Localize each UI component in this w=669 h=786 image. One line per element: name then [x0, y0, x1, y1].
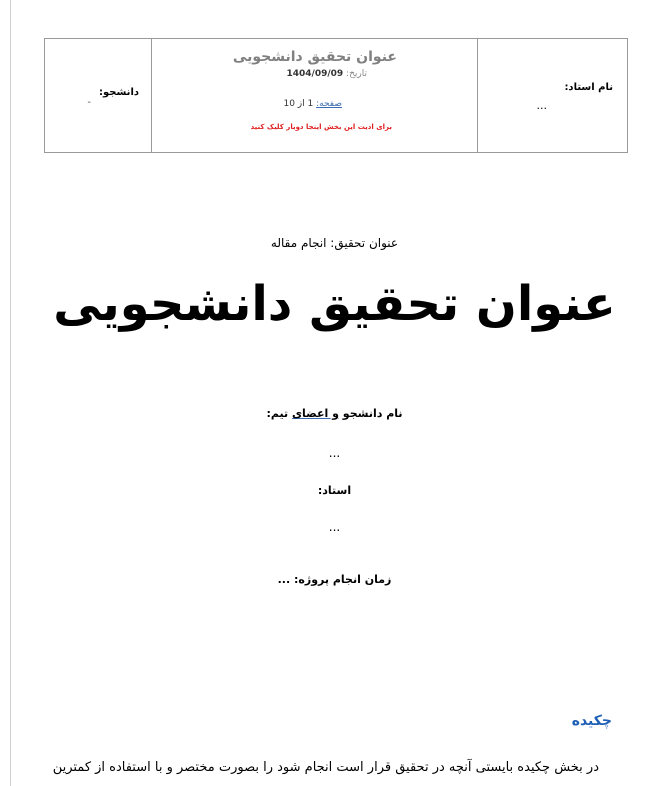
date-label: تاریخ: — [346, 69, 367, 79]
research-subject: عنوان تحقیق: انجام مقاله — [270, 236, 399, 250]
members-label-b: تیم: — [266, 407, 292, 420]
student-label: دانشجو: — [99, 87, 139, 98]
date-value: 1404/09/09 — [286, 69, 344, 79]
members-value: ... — [328, 446, 341, 460]
header-table[interactable] — [44, 38, 628, 153]
page-value: 1 از 10 — [283, 99, 314, 109]
header-date — [287, 69, 368, 79]
teacher-value: ... — [536, 99, 547, 112]
members-label-link: و اعضای — [291, 407, 339, 420]
header-teacher-cell — [477, 39, 627, 152]
edit-note[interactable]: برای ادیت این بخش اینجا دوبار کلیک کنید — [250, 123, 392, 131]
abstract-heading: چکیده — [571, 713, 612, 729]
teacher-label: نام استاد: — [564, 82, 613, 93]
student-value: - — [87, 97, 91, 108]
main-title: عنوان تحقیق دانشجویی — [53, 276, 616, 332]
header-title-cell — [151, 39, 477, 152]
header-student-cell — [45, 39, 151, 152]
header-page — [283, 99, 342, 109]
page-label: صفحه: — [316, 99, 342, 109]
members-label-a: نام دانشجو — [338, 407, 403, 420]
header-title: عنوان تحقیق دانشجویی — [232, 49, 397, 65]
advisor-value: ... — [328, 520, 341, 534]
project-time: زمان انجام پروژه: ... — [277, 573, 392, 586]
members-label — [0, 407, 669, 420]
advisor-label: استاد: — [317, 484, 352, 497]
abstract-text: در بخش چکیده بایستی آنچه در تحقیق قرار است انجام شود را بصورت مختصر و با استفاده از کمترین — [52, 760, 599, 775]
